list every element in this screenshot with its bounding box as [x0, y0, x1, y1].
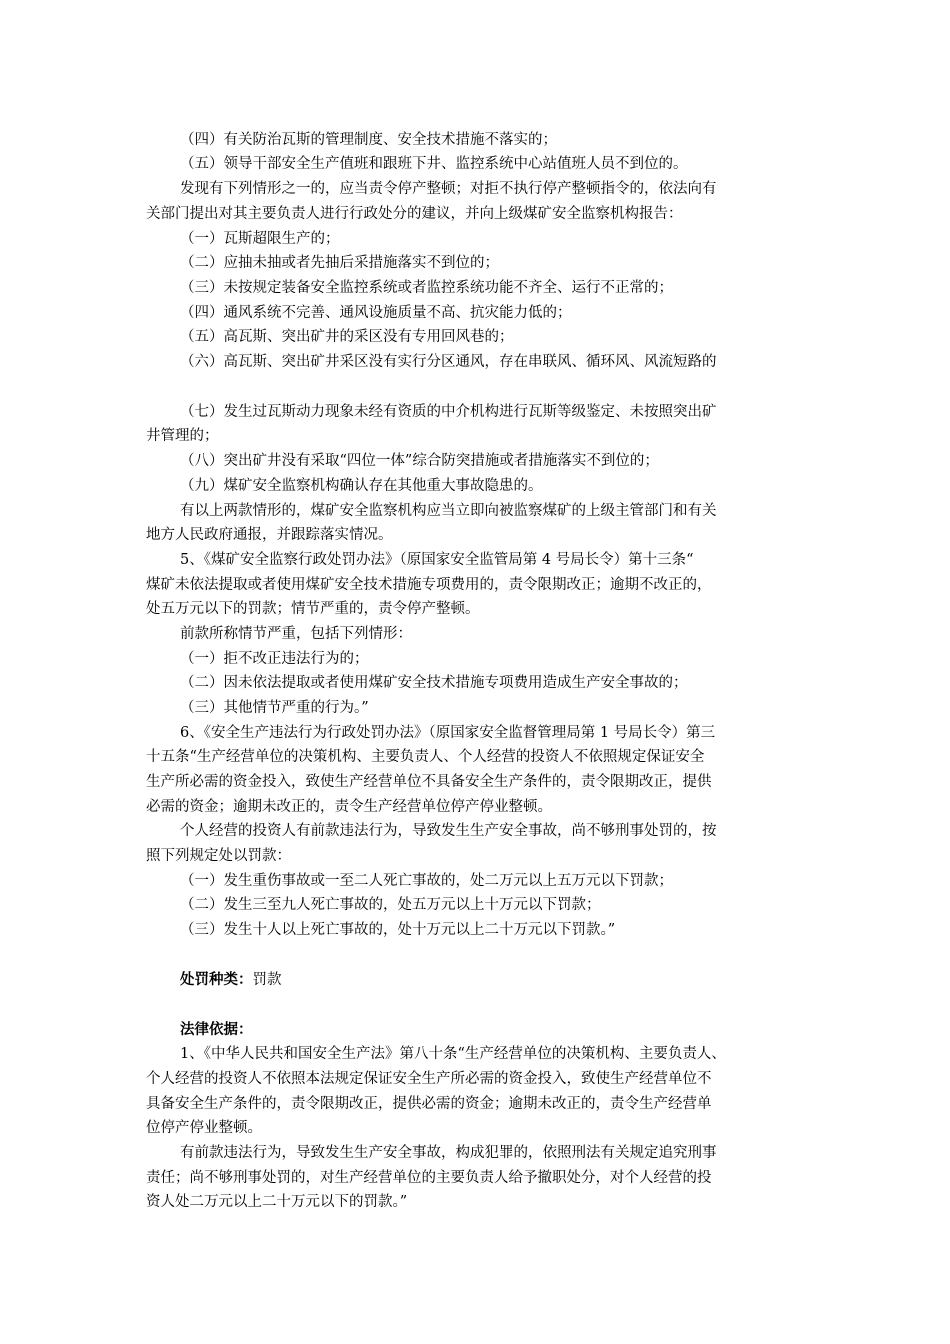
- text-line: 发现有下列情形之一的，应当责令停产整顿；对拒不执行停产整顿指令的，依法向有: [180, 181, 717, 197]
- penalty-type-label: 处罚种类：: [180, 971, 253, 988]
- text-line: 个人经营的投资人不依照本法规定保证安全生产所必需的资金投入，致使生产经营单位不: [146, 1071, 712, 1087]
- text-line: 井管理的；: [146, 428, 219, 444]
- text-line: 资人处二万元以上二十万元以下的罚款。”: [146, 1194, 408, 1210]
- text-line: 有以上两款情形的，煤矿安全监察机构应当立即向被监察煤矿的上级主管部门和有关: [180, 503, 717, 519]
- text-line: （五）高瓦斯、突出矿井的采区没有专用回风巷的；: [180, 329, 514, 345]
- text-line: （四）通风系统不完善、通风设施质量不高、抗灾能力低的；: [180, 305, 572, 321]
- text-line: 1、《中华人民共和国安全生产法》第八十条“生产经营单位的决策机构、主要负责人、: [180, 1046, 726, 1062]
- text-line: 位停产停业整顿。: [146, 1120, 262, 1136]
- text-line: 十五条“生产经营单位的决策机构、主要负责人、个人经营的投资人不依照规定保证安全: [146, 749, 705, 765]
- text-line: （一）发生重伤事故或一至二人死亡事故的，处二万元以上五万元以下罚款；: [180, 873, 673, 889]
- penalty-type-value: 罚款: [252, 972, 282, 988]
- text-line: （五）领导干部安全生产值班和跟班下井、监控系统中心站值班人员不到位的。: [180, 156, 688, 172]
- text-line: 处五万元以下的罚款；情节严重的，责令停产整顿。: [146, 601, 480, 617]
- text-line: （三）未按规定装备安全监控系统或者监控系统功能不齐全、运行不正常的；: [180, 280, 673, 296]
- text-line: （四）有关防治瓦斯的管理制度、安全技术措施不落实的；: [180, 132, 557, 148]
- text-line: （三）其他情节严重的行为。”: [180, 700, 369, 716]
- text-line: （七）发生过瓦斯动力现象未经有资质的中介机构进行瓦斯等级鉴定、未按照突出矿: [180, 404, 717, 420]
- penalty-type-line: [180, 969, 282, 991]
- text-line: 5、《煤矿安全监察行政处罚办法》（原国家安全监管局第 4 号局长令）第十三条“: [180, 552, 694, 568]
- text-line: 照下列规定处以罚款：: [146, 848, 291, 864]
- text-line: 煤矿未依法提取或者使用煤矿安全技术措施专项费用的，责令限期改正；逾期不改正的，: [146, 577, 712, 593]
- text-line: 具备安全生产条件的，责令限期改正，提供必需的资金；逾期未改正的，责令生产经营单: [146, 1096, 712, 1112]
- text-line: （一）瓦斯超限生产的；: [180, 231, 340, 247]
- text-line: （一）拒不改正违法行为的；: [180, 651, 369, 667]
- text-line: （二）因未依法提取或者使用煤矿安全技术措施专项费用造成生产安全事故的；: [180, 675, 688, 691]
- text-line: 6、《安全生产违法行为行政处罚办法》（原国家安全监督管理局第 1 号局长令）第三: [180, 725, 716, 741]
- text-line: （六）高瓦斯、突出矿井采区没有实行分区通风，存在串联风、循环风、风流短路的: [180, 354, 717, 370]
- text-line: 生产所必需的资金投入，致使生产经营单位不具备安全生产条件的，责令限期改正，提供: [146, 774, 712, 790]
- text-line: 个人经营的投资人有前款违法行为，导致发生生产安全事故，尚不够刑事处罚的，按: [180, 823, 717, 839]
- text-line: （八）突出矿井没有采取“四位一体”综合防突措施或者措施落实不到位的；: [180, 453, 659, 469]
- text-line: 有前款违法行为，导致发生生产安全事故，构成犯罪的，依照刑法有关规定追究刑事: [180, 1145, 717, 1161]
- text-line: （二）发生三至九人死亡事故的，处五万元以上十万元以下罚款；: [180, 897, 601, 913]
- text-line: 必需的资金；逾期未改正的，责令生产经营单位停产停业整顿。: [146, 799, 552, 815]
- text-line: （三）发生十人以上死亡事故的，处十万元以上二十万元以下罚款。”: [180, 922, 616, 938]
- text-line: 前款所称情节严重，包括下列情形：: [180, 626, 412, 642]
- text-line: （二）应抽未抽或者先抽后采措施落实不到位的；: [180, 255, 499, 271]
- text-line: 关部门提出对其主要负责人进行行政处分的建议，并向上级煤矿安全监察机构报告：: [146, 206, 683, 222]
- text-line: （九）煤矿安全监察机构确认存在其他重大事故隐患的。: [180, 478, 543, 494]
- legal-basis-heading: 法律依据：: [180, 1021, 253, 1038]
- text-line: 地方人民政府通报，并跟踪落实情况。: [146, 527, 393, 543]
- text-line: 责任；尚不够刑事处罚的，对生产经营单位的主要负责人给予撤职处分，对个人经营的投: [146, 1170, 712, 1186]
